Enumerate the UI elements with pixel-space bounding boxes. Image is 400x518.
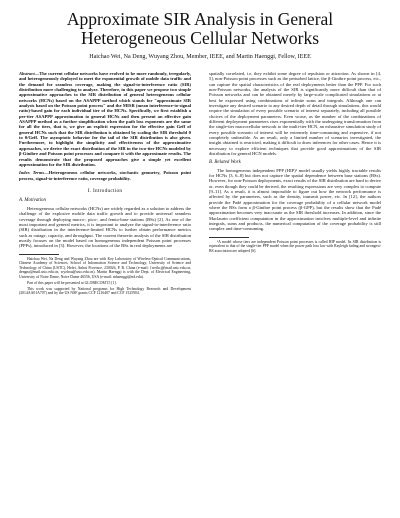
related-work-paragraph: The homogeneous independent PPP (HIP)¹ model usually yields highly tractable results for HCNs [3, 6–8] but does not capture the spatial dependence between base stations (BSs). However, for non-Poisson deployments, exact results of the SIR distribution are hard to derive or, even though they could be derived, the resulting expressions are very complex to compute [9–11]. As a result, it is almost impossible to figure out how the network performance is affected by the parameters, such as the density, transmit power, etc. In [12], the authors provide the Padé approximation for the coverage probability of a cellular network model where the BSs form a β-Ginibre point process (β-GPP), but the results show that the Padé approximation becomes very inaccurate as the SIR threshold increases. In addition, since the Maclaurin coefficient computation in the approximation involves multiple-level and infinite integrals, sums and products, the numerical computation of the coverage probability is still complex and time-consuming. bbox=[209, 167, 381, 232]
footnote-globecom: Part of this paper will be presented at GLOBECOM'15 [1]. bbox=[27, 280, 117, 285]
footnote-affiliations: Haichao Wei, Na Deng and Wuyang Zhou are with Key Laboratory of Wireless-Optical Communications, Chinese Academy of Sciences, School of Information Science and Technology, University of Science and Technology of China (USTC), Hefei, Anhui Province, 230026, P. R. China (e-mail: {weihcj@mail.ustc.edu.cn, dengna@mail.ustc.edu.cn, wyzhou@ustc.edu.cn). Martin Haenggi is with the Dept. of Electrical Engineering, University of Notre Dame, Notre Dame 46556, USA (e-mail: mhaenggi@nd.edu). bbox=[19, 256, 191, 279]
paper-title: Approximate SIR Analysis in General Heterogeneous Cellular Networks bbox=[66, 9, 334, 48]
footnote-divider bbox=[19, 254, 59, 255]
author-list: Haichao Wei, Na Deng, Wuyang Zhou, Member, IEEE, and Martin Haenggi, Fellow, IEEE bbox=[89, 54, 311, 60]
abstract-text: —The current cellular networks have evolved to be more randomly, irregularly, and heterogeneously deployed to meet the exponential growth of mobile data traffic and the demand for seamless coverage, making the signal-to-interference ratio (SIR) distribution more challenging to analyze. Therefore, in this paper we propose two simple approximative approaches to the SIR distribution of general heterogeneous cellular networks (HCNs) based on the ASAPPP method which stands for "approximate SIR analysis based on the Poisson point process" and the MISR (mean interference-to-signal ratio)-based gain for each individual tier of the HCNs. Specifically, we first establish a per-tier ASAPPP approximation to general HCNs and then present an effective gain ASAPPP method as a further simplification when the path loss exponents are the same for all the tiers, that is, we give an explicit expression for the effective gain Geff of general HCNs such that the SIR distribution is obtained by scaling the SIR threshold θ to θ/Geff. The asymptotic behavior for the tail of the SIR distribution is also given. Furthermore, to highlight the simplicity and effectiveness of the approximative approaches, we derive the exact distribution of the SIR in the two-tier HCNs modeled by β-Ginibre and Poisson point processes and compare it with the approximate results. The results demonstrate that the proposed approaches give a simple yet excellent approximation for the SIR distribution. bbox=[19, 71, 191, 167]
two-column-body bbox=[19, 71, 381, 296]
footnote-divider-right bbox=[209, 237, 249, 238]
section-heading-introduction: I. Introduction bbox=[87, 187, 123, 194]
index-terms-text: —Heterogeneous cellular networks, stochastic geometry, Poisson point process, signal-to-interference ratio, coverage probability. bbox=[19, 170, 191, 181]
subsection-heading-motivation: A. Motivation bbox=[19, 197, 46, 203]
intro-continuation-paragraph: spatially correlated, i.e, they exhibit some degree of repulsion or attraction. As shown in [4, 5], non-Poisson point processes such as the perturbed lattice, the β-Ginibre point process, etc., can capture the spatial characteristics of the real deployments better than the PPP. For such non-Poisson networks, the analysis of the SIR is significantly more difficult than that of Poisson networks and can be obtained merely by large-scale complicated simulations or at best be expressed using combinations of infinite sums and integrals. Although one can investigate any desired scenario to any desired depth of detail through simulations, this would require the simulation of every possible scenario of interest separately, including all possible choices of the deployment parameters. Even worse, as the number of the combinations of different deployment parameters rises exponentially with the undergoing transformation from the single-tier macrocellular network to the multi-tier HCN, an exhaustive simulation study of every possible scenario of interest will be extremely time-consuming and expensive, if not completely unfeasible. As an result, only a limited number of scenarios investigated, the insight obtained is restricted, making it difficult to draw inferences for other cases. Hence it is necessary to explore efficient techniques that provide good approximations of the SIR distribution for general HCN models. bbox=[209, 71, 381, 157]
index-terms-lead: Index Terms bbox=[19, 170, 45, 176]
subsection-heading-related-work: B. Related Work bbox=[209, 159, 241, 165]
motivation-paragraph: Heterogeneous cellular networks (HCNs) are widely regarded as a solution to address the challenge of the explosive mobile data traffic growth and to provide universal seamless coverage through deploying macro-, pico-, and femto-base stations (BSs) [2]. As one of the most important and general metrics, it is important to analyze the signal-to-interference ratio (SIR) distribution in the interference-limited HCNs to further obtain performance metrics such as outage, capacity, and throughput. The current theoretic analysis of the SIR distribution mostly focuses on the model based on homogeneous independent Poisson point processes (PPPs), introduced in [3]. However, the locations of the BSs in real deployments are bbox=[19, 205, 191, 249]
index-terms bbox=[19, 170, 191, 181]
footnote-funding: This work was supported by National programs for High Technology Research and Development (2014AA01A707) and by the US NSF grants CCF 1216407 and CCF 1525904. bbox=[19, 286, 191, 296]
right-column bbox=[209, 71, 381, 296]
abstract-lead: Abstract bbox=[19, 71, 35, 76]
left-column bbox=[19, 71, 191, 296]
abstract bbox=[19, 71, 191, 167]
footnote-hip: ¹A model whose tiers are independent Poisson point processes is called HIP model. Its SIR distribution is equivalent to that of the single-tier PPP model when the power path loss law with Rayleigh fading and strongest-BS association are adopted [6]. bbox=[209, 239, 381, 253]
